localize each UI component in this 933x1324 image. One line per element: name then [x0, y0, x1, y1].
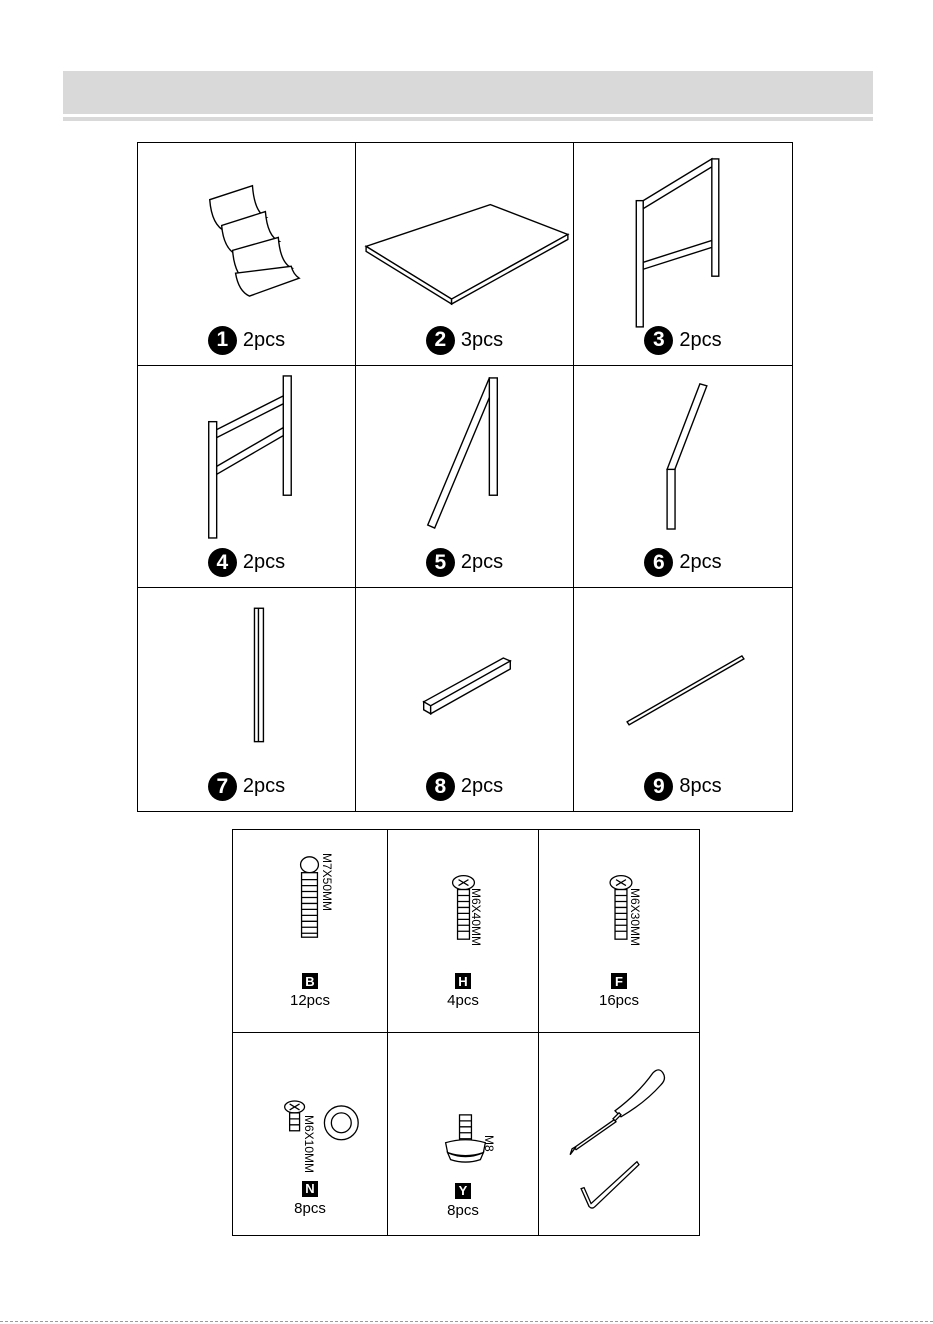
- part-quantity: 3pcs: [460, 328, 504, 351]
- part-number-badge: 8: [426, 772, 455, 801]
- part-quantity: 2pcs: [242, 775, 286, 797]
- part-cell-1: [138, 143, 356, 366]
- hardware-cell-h: [388, 830, 539, 1033]
- hardware-spec: M8: [482, 1134, 496, 1152]
- part-number-badge: 2: [426, 326, 455, 355]
- hardware-cell-tools: [539, 1033, 699, 1236]
- part-cell-2: [356, 143, 574, 366]
- hardware-letter-badge: B: [302, 973, 318, 989]
- hardware-letter-badge: Y: [455, 1183, 471, 1199]
- hardware-spec: M7X50MM: [320, 853, 334, 912]
- part-number-badge: 7: [208, 772, 237, 801]
- part-number-badge: 9: [644, 772, 673, 801]
- header-rule: [63, 117, 873, 121]
- hardware-spec: M6X10MM: [302, 1114, 316, 1173]
- part-cell-7: [138, 588, 356, 811]
- hardware-cell-n: [233, 1033, 388, 1236]
- part-number-badge: 3: [644, 326, 673, 355]
- hardware-spec: M6X30MM: [628, 888, 642, 947]
- hardware-letter-badge: N: [302, 1181, 318, 1197]
- part-quantity: 2pcs: [460, 551, 504, 574]
- hardware-letter-badge: H: [455, 973, 471, 989]
- part-number-badge: 6: [644, 548, 673, 577]
- header-bar: [63, 71, 873, 114]
- part-quantity: 2pcs: [679, 551, 722, 574]
- hardware-quantity: 8pcs: [294, 1199, 326, 1217]
- part-cell-8: [356, 588, 574, 811]
- part-cell-5: [356, 366, 574, 589]
- hardware-cell-b: [233, 830, 388, 1033]
- part-cell-4: [138, 366, 356, 589]
- hardware-quantity: 12pcs: [289, 992, 331, 1009]
- part-quantity: 2pcs: [242, 328, 286, 351]
- hardware-spec: M6X40MM: [469, 888, 483, 947]
- hardware-table: [232, 829, 700, 1236]
- part-number-badge: 4: [208, 548, 237, 577]
- part-quantity: 2pcs: [679, 328, 722, 351]
- hardware-cell-f: [539, 830, 699, 1033]
- page-bottom-rule: [0, 1321, 933, 1322]
- part-number-badge: 5: [426, 548, 455, 577]
- hardware-cell-y: [388, 1033, 539, 1236]
- part-cell-6: [574, 366, 792, 589]
- part-quantity: 2pcs: [242, 551, 286, 574]
- hardware-letter-badge: F: [611, 973, 627, 989]
- part-quantity: 8pcs: [679, 775, 722, 797]
- part-cell-9: [574, 588, 792, 811]
- hardware-quantity: 4pcs: [447, 992, 479, 1009]
- part-cell-3: [574, 143, 792, 366]
- part-number-badge: 1: [208, 326, 237, 355]
- hardware-quantity: 8pcs: [447, 1201, 479, 1219]
- screwdriver-and-allen-key-icon: [539, 1033, 699, 1236]
- parts-table: [137, 142, 793, 812]
- hardware-quantity: 16pcs: [598, 992, 640, 1009]
- part-quantity: 2pcs: [460, 775, 504, 797]
